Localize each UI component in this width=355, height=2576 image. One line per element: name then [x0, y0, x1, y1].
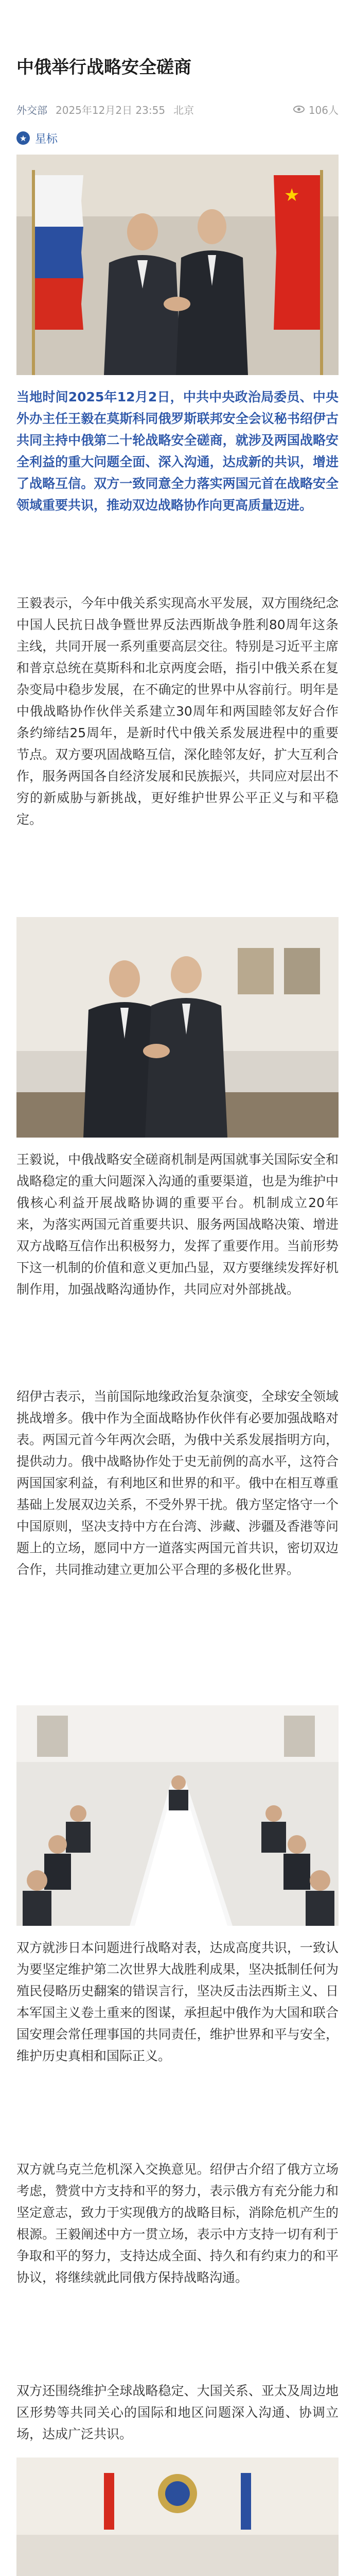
paragraph-6: 双方就乌克兰危机深入交换意见。绍伊古介绍了俄方立场考虑，赞赏中方支持和平的努力，表示俄方有充分能力和坚定意志，致力于实现俄方的战略目标，消除危机产生的根源。王毅阐述中方一贯立场，表示中方支持一切有利于争取和平的努力，支持达成全面、持久和有约束力的和平协议，将继续就此同俄方保持战略沟通。: [16, 2162, 339, 2285]
photo-meeting-hall: [16, 2458, 339, 2576]
paragraph-3: 王毅说，中俄战略安全磋商机制是两国就事关国际安全和战略稳定的重大问题深入沟通的重要渠道，也是为维护中俄核心利益开展战略协调的重要平台。机制成立20年来，为落实两国元首重要共识、服务两国战略决策、增进双方战略互信作出积极努力，发挥了重要作用。当前形势下这一机制的价值和意义更加凸显，双方要继续发挥好机制作用，加强战略沟通协作，共同应对外部挑战。: [16, 1152, 339, 1297]
paragraph-lead-text: 当地时间2025年12月2日，中共中央政治局委员、中央外办主任王毅在莫斯科同俄罗斯联邦安全会议秘书绍伊古共同主持中俄第二十轮战略安全磋商，就涉及两国战略安全利益的重大问题全面、深入沟通，达成新的共识，增进了战略互信。双方一致同意全力落实两国元首在战略安全领域重要共识，推动双边战略协作向更高质量迈进。: [16, 389, 339, 513]
photo-meeting-table: [16, 1705, 339, 1926]
photo-handshake-flags: [16, 155, 339, 375]
views-value: 106人: [308, 104, 339, 116]
views-count: [293, 102, 339, 117]
star-label: 星标: [35, 132, 58, 146]
article-location: 北京: [173, 104, 194, 116]
article-datetime: 2025年12月2日 23:55: [56, 104, 166, 116]
paragraph-2: 王毅表示，今年中俄关系实现高水平发展，双方围绕纪念中国人民抗日战争暨世界反法西斯战争胜利80周年这条主线，共同开展一系列重要高层交往。特别是习近平主席和普京总统在莫斯科和北京两度会晤，指引中俄关系在复杂变局中稳步发展，在不确定的世界中从容前行。明年是中俄战略协作伙伴关系建立30周年和两国睦邻友好合作条约缔结25周年，是新时代中俄关系发展进程中的重要节点。双方要巩固战略互信，深化睦邻友好，扩大互利合作，服务两国各自经济发展和民族振兴，共同应对层出不穷的新威胁与新挑战，更好维护世界公平正义与和平稳定。: [16, 596, 339, 827]
svg-text:★: ★: [284, 185, 300, 206]
article-meta: [16, 99, 339, 120]
star-icon: ★: [16, 131, 30, 145]
paragraph-4: 绍伊古表示，当前国际地缘政治复杂演变，全球安全领域挑战增多。俄中作为全面战略协作伙伴有必要加强战略对表。两国元首今年两次会晤，为俄中关系发展指明方向，提供动力。俄中战略协作处于史无前例的高水平，这符合两国国家利益，有利地区和世界的和平。俄中在相互尊重基础上发展双边关系，不受外界干扰。俄方坚定恪守一个中国原则，坚决支持中方在台湾、涉藏、涉疆及香港等问题上的立场，愿同中方一道落实两国元首共识，密切双边合作，共同推动建立更加公平合理的多极化世界。: [16, 1389, 339, 1577]
paragraph-lead: [16, 386, 339, 516]
eye-icon: [293, 106, 305, 113]
article-source[interactable]: 外交部: [16, 104, 47, 116]
paragraph-7: 双方还围绕维护全球战略稳定、大国关系、亚太及周边地区形势等共同关心的国际和地区问题深入沟通、协调立场，达成广泛共识。: [16, 2383, 339, 2442]
star-button[interactable]: [16, 129, 58, 147]
photo-handshake-hall: [16, 917, 339, 1138]
paragraph-5: 双方就涉日本问题进行战略对表，达成高度共识，一致认为要坚定维护第二次世界大战胜利成果，坚决抵制任何为殖民侵略历史翻案的错误言行，坚决反击法西斯主义、日本军国主义卷土重来的图谋，承担起中俄作为大国和联合国安理会常任理事国的共同责任，维护世界和平与安全，维护历史真相和国际正义。: [16, 1940, 339, 2063]
article-title: 中俄举行战略安全磋商: [16, 57, 191, 78]
